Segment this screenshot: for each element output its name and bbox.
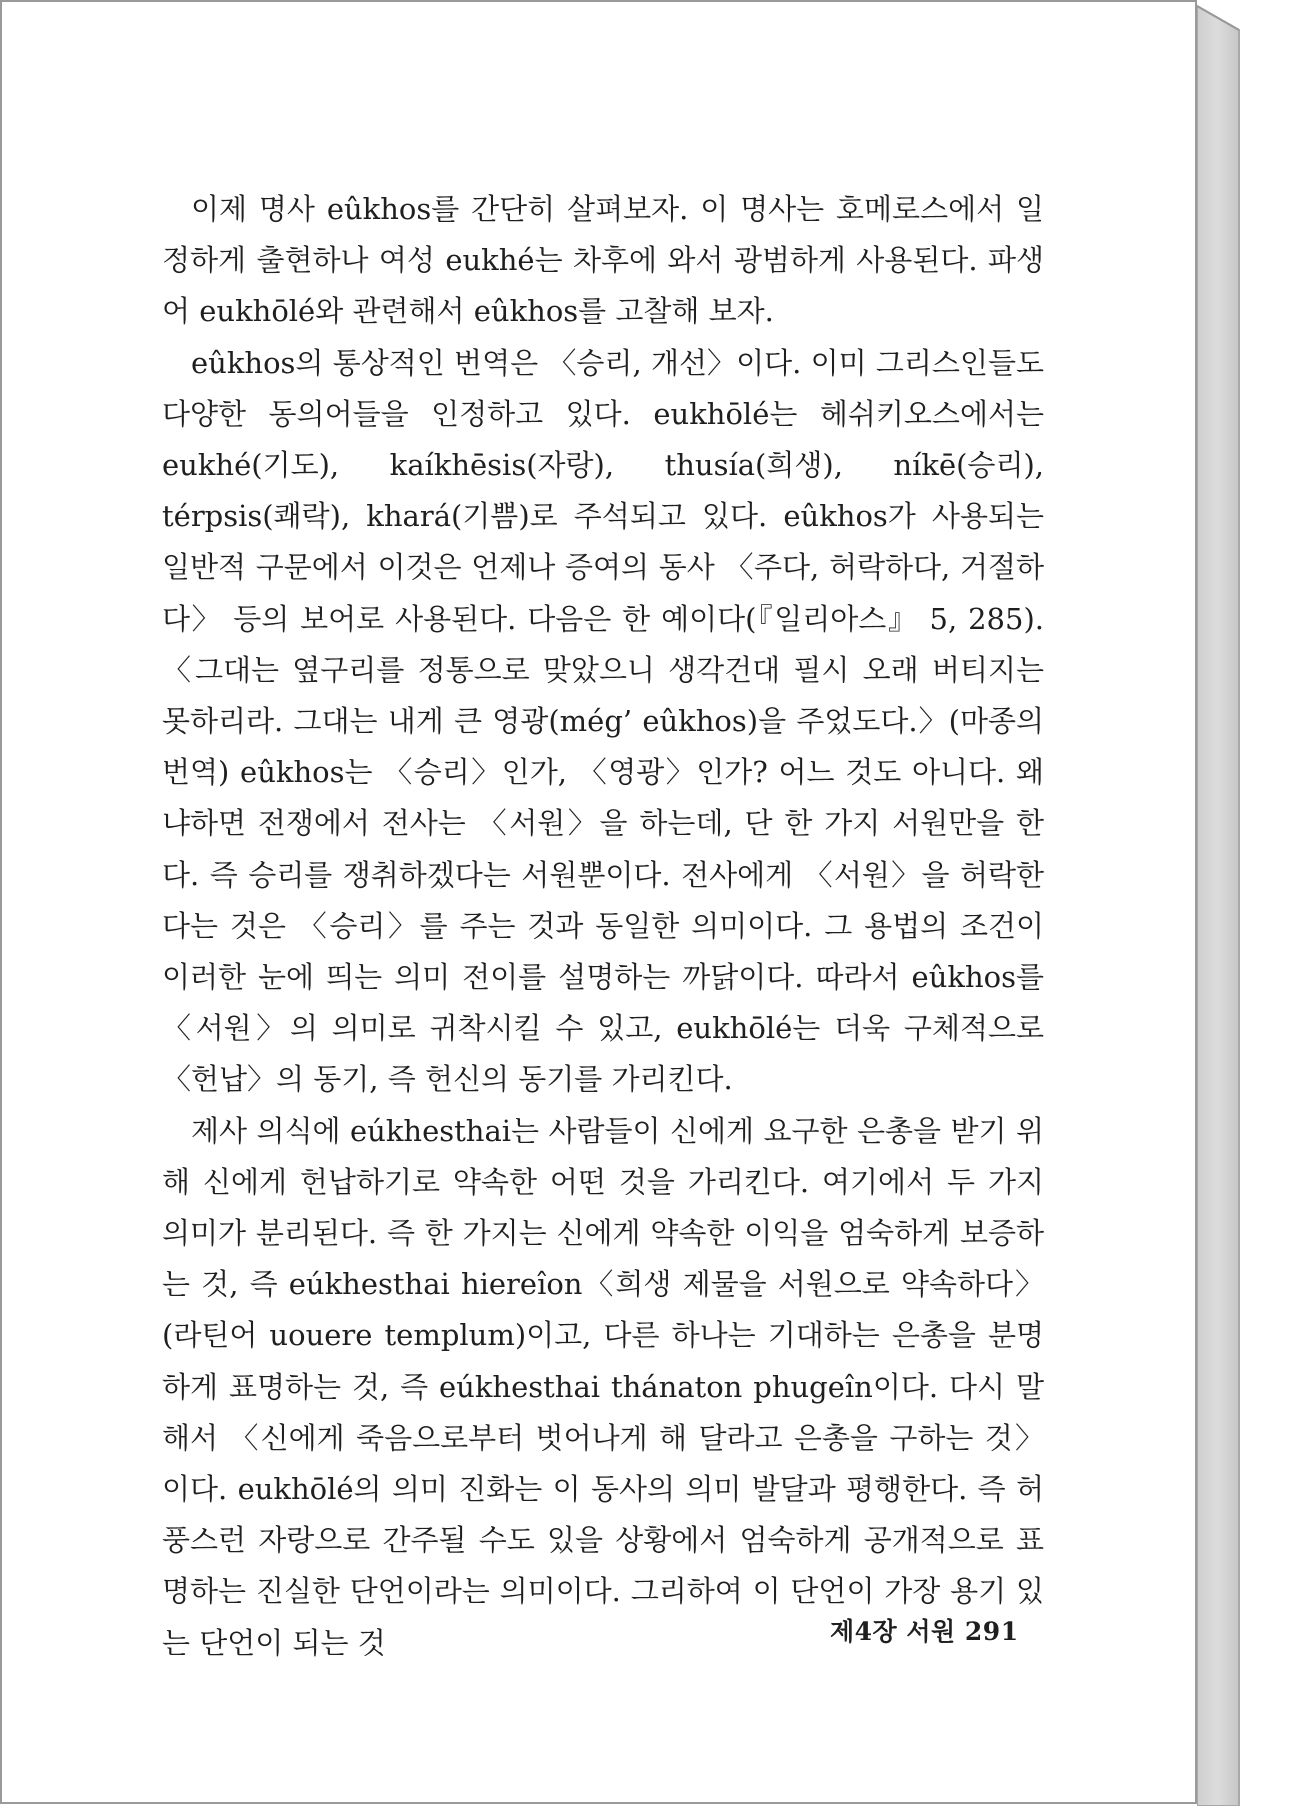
- body-text: [162, 184, 1044, 1669]
- paragraph-1: 이제 명사 eûkhos를 간단히 살펴보자. 이 명사는 호메로스에서 일정하게 출현하나 여성 eukhé는 차후에 와서 광범하게 사용된다. 파생어 eukhōlé와 관련해서 eûkhos를 고찰해 보자.: [162, 192, 1044, 329]
- paragraph-3: 제사 의식에 eúkhesthai는 사람들이 신에게 요구한 은총을 받기 위해 신에게 헌납하기로 약속한 어떤 것을 가리킨다. 여기에서 두 가지 의미가 분리된다. 즉 한 가지는 신에게 약속한 이익을 엄숙하게 보증하는 것, 즉 eúkhesthai hiereîon〈희생 제물을 서원으로 약속하다〉(라틴어 uouere templum)이고, 다른 하나는 기대하는 은총을 분명하게 표명하는 것, 즉 eúkhesthai thánaton phugeîn이다. 다시 말해서 〈신에게 죽음으로부터 벗어나게 해 달라고 은총을 구하는 것〉이다. eukhōlé의 의미 진화는 이 동사의 의미 발달과 평행한다. 즉 허풍스런 자랑으로 간주될 수도 있을 상황에서 엄숙하게 공개적으로 표명하는 진실한 단언이라는 의미이다. 그리하여 이 단언이 가장 용기 있는 단언이 되는 것: [162, 1113, 1044, 1660]
- page-stack-edge: [1197, 0, 1247, 1806]
- page-footer: 제4장 서원 291: [830, 1617, 1019, 1646]
- paragraph-2: eûkhos의 통상적인 번역은 〈승리, 개선〉이다. 이미 그리스인들도 다양한 동의어들을 인정하고 있다. eukhōlé는 헤쉬키오스에서는 eukhé(기도), kaíkhēsis(자랑), thusía(희생), níkē(승리), térpsis(쾌락), khará(기쁨)로 주석되고 있다. eûkhos가 사용되는 일반적 구문에서 이것은 언제나 증여의 동사 〈주다, 허락하다, 거절하다〉 등의 보어로 사용된다. 다음은 한 예이다(『일리아스』 5, 285). 〈그대는 옆구리를 정통으로 맞았으니 생각건대 필시 오래 버티지는 못하리라. 그대는 내게 큰 영광(még’ eûkhos)을 주었도다.〉(마종의 번역) eûkhos는 〈승리〉인가, 〈영광〉인가? 어느 것도 아니다. 왜냐하면 전쟁에서 전사는 〈서원〉을 하는데, 단 한 가지 서원만을 한다. 즉 승리를 쟁취하겠다는 서원뿐이다. 전사에게 〈서원〉을 허락한다는 것은 〈승리〉를 주는 것과 동일한 의미이다. 그 용법의 조건이 이러한 눈에 띄는 의미 전이를 설명하는 까닭이다. 따라서 eûkhos를 〈서원〉의 의미로 귀착시킬 수 있고, eukhōlé는 더욱 구체적으로 〈헌납〉의 동기, 즉 헌신의 동기를 가리킨다.: [162, 345, 1044, 1097]
